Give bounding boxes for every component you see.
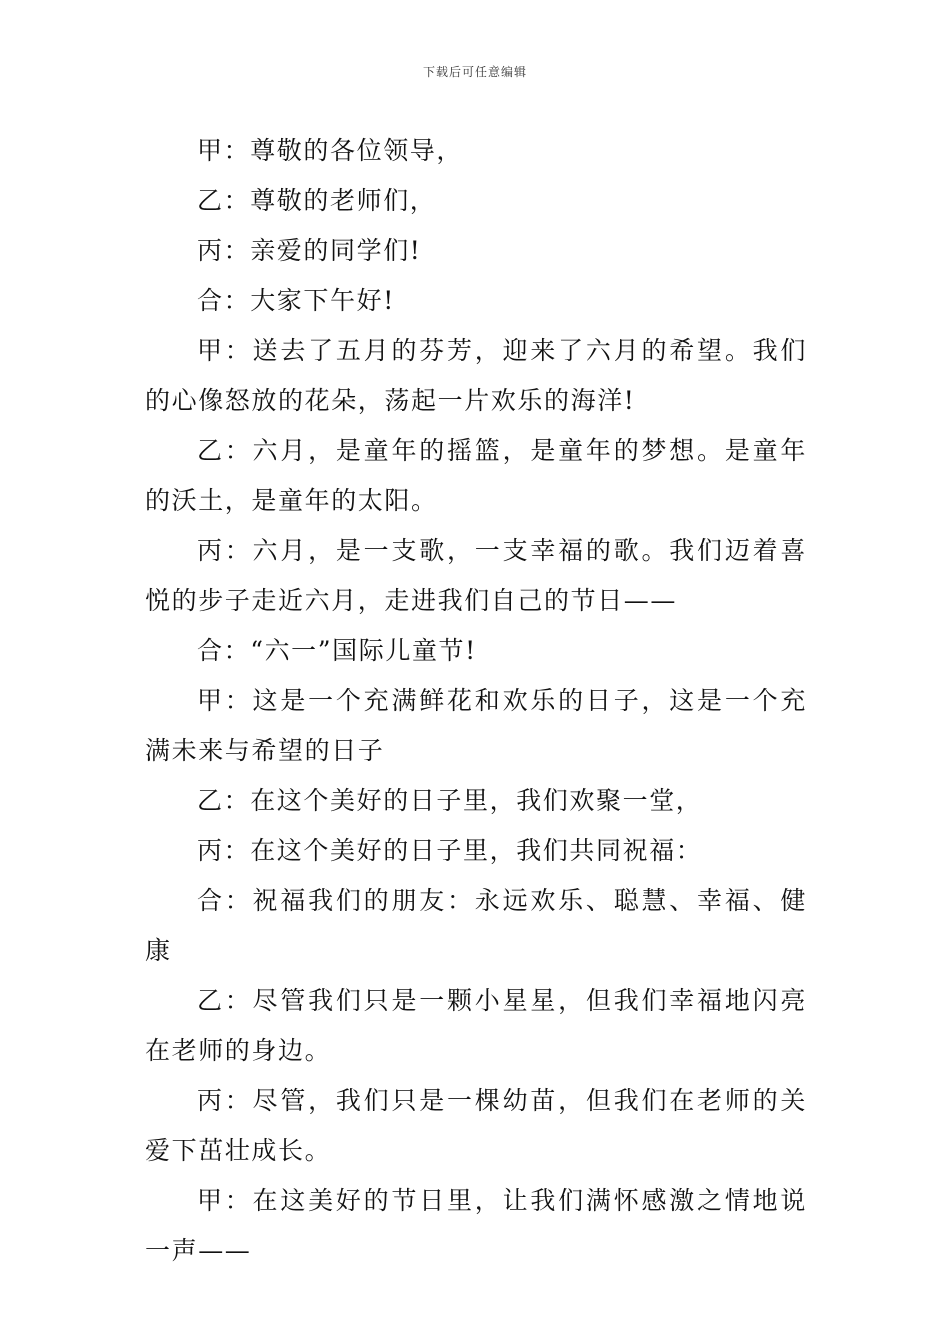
script-line: 乙：尽管我们只是一颗小星星，但我们幸福地闪亮在老师的身边。 bbox=[145, 986, 807, 1065]
script-line: 乙：尊敬的老师们， bbox=[197, 186, 437, 215]
script-line: 甲：尊敬的各位领导， bbox=[197, 136, 464, 165]
script-line: 合：“六一”国际儿童节! bbox=[197, 636, 477, 665]
script-line: 丙：在这个美好的日子里，我们共同祝福： bbox=[197, 836, 703, 865]
script-line: 丙：亲爱的同学们! bbox=[197, 236, 422, 265]
script-line: 合：大家下午好! bbox=[197, 286, 395, 315]
script-line: 甲：这是一个充满鲜花和欢乐的日子，这是一个充满未来与希望的日子 bbox=[145, 686, 807, 765]
script-line: 丙：六月，是一支歌，一支幸福的歌。我们迈着喜悦的步子走近六月，走进我们自己的节日—— bbox=[145, 536, 807, 615]
script-line: 合：祝福我们的朋友：永远欢乐、聪慧、幸福、健康 bbox=[145, 886, 807, 965]
script-line: 乙：在这个美好的日子里，我们欢聚一堂， bbox=[197, 786, 703, 815]
script-line: 丙：尽管，我们只是一棵幼苗，但我们在老师的关爱下茁壮成长。 bbox=[145, 1086, 807, 1165]
page-header-note: 下载后可任意编辑 bbox=[422, 65, 527, 79]
script-line: 甲：送去了五月的芬芳，迎来了六月的希望。我们的心像怒放的花朵，荡起一片欢乐的海洋! bbox=[145, 336, 807, 415]
script-body bbox=[145, 126, 807, 1276]
script-line: 乙：六月，是童年的摇篮，是童年的梦想。是童年的沃土，是童年的太阳。 bbox=[145, 436, 807, 515]
script-line: 甲：在这美好的节日里，让我们满怀感激之情地说一声—— bbox=[145, 1186, 807, 1265]
